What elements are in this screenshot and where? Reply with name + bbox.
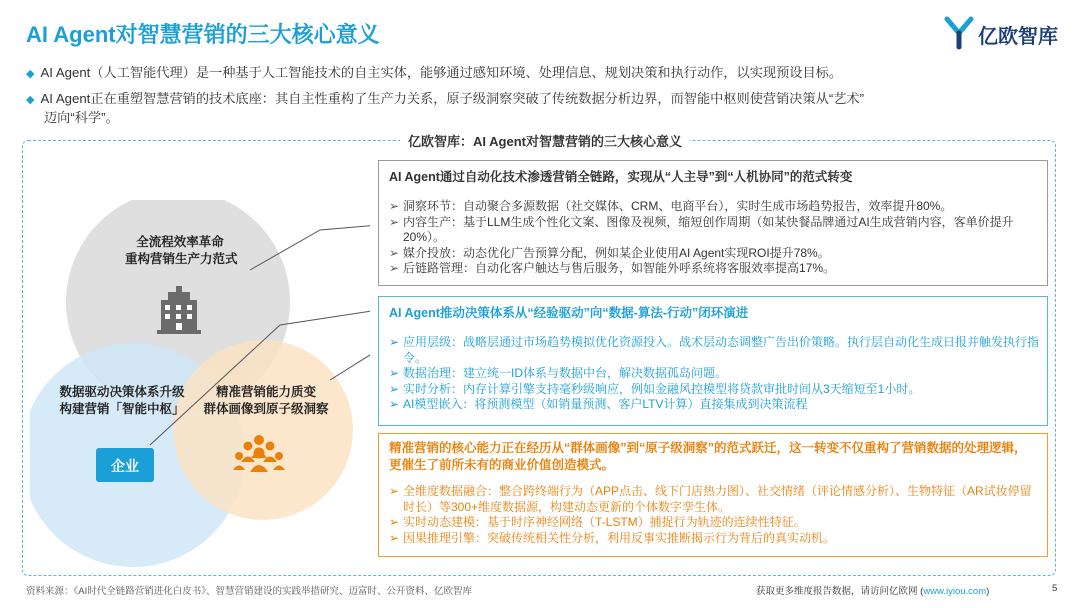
arrow-bullet-icon: ➢ [389,245,400,260]
precision-box-heading: 精准营销的核心能力正在经历从“群体画像”到“原子级洞察”的范式跃迁，这一转变不仅重构了营销数据的处理逻辑，更催生了前所未有的商业价值创造模式。 [389,441,1027,472]
list-item: ➢ AI模型嵌入：将预测模型（如销量预测、客户LTV计算）直接集成到决策流程 [389,397,808,412]
diamond-bullet-icon: ◆ [26,68,35,80]
arrow-bullet-icon: ➢ [389,366,400,381]
list-item: ➢ 应用层级：战略层通过市场趋势模拟优化资源投入。战术层动态调整广告出价策略。执行层自动化生成日报并触发执行指令。 [389,335,1040,365]
venn-label-precision: 精准营销能力质变 群体画像到原子级洞察 [203,385,329,416]
venn-circle-precision [173,340,353,520]
list-item: ➢ 数据治理：建立统一ID体系与数据中台，解决数据孤岛问题。 [389,366,728,381]
list-item: ➢ 洞察环节：自动聚合多源数据（社交媒体、CRM、电商平台），实时生成市场趋势报告，效率提升80%。 [389,199,953,213]
venn-diagram [30,200,370,572]
decision-box [378,296,1048,426]
decision-box-heading: AI Agent推动决策体系从“经验驱动”向“数据-算法-行动”闭环演进 [389,306,749,320]
arrow-bullet-icon: ➢ [389,381,400,396]
logo-text: 亿欧智库 [978,26,1058,48]
arrow-bullet-icon: ➢ [389,515,400,530]
arrow-bullet-icon: ➢ [389,530,400,545]
list-item: ➢ 实时分析：内存计算引擎支持毫秒级响应，例如金融风控模型将贷款审批时间从3天缩短至1小时。 [389,381,921,396]
arrow-bullet-icon: ➢ [389,199,400,213]
diamond-bullet-icon: ◆ [26,94,35,106]
precision-box [378,433,1048,557]
efficiency-box [378,160,1048,286]
intro-bullet-2-continuation: 迈向“科学”。 [44,110,119,125]
list-item: ➢ 因果推理引擎：突破传统相关性分析，利用反事实推断揭示行为背后的真实动机。 [389,530,836,545]
venn-label-decision: 数据驱动决策体系升级 构建营销「智能中枢」 [59,385,185,416]
precision-box-list [389,484,1039,546]
brand-logo [944,16,1062,50]
efficiency-box-heading: AI Agent通过自动化技术渗透营销全链路，实现从“人主导”到“人机协同”的范式转变 [389,170,853,184]
logo-icon [944,16,976,50]
page-number: 5 [1052,583,1058,594]
venn-label-efficiency: 全流程效率革命 重构营销生产力范式 [125,235,238,266]
list-item: ➢ 媒介投放：动态优化广告预算分配，例如某企业使用AI Agent实现ROI提升78%。 [389,245,830,260]
frame-label: 亿欧智库：AI Agent对智慧营销的三大核心意义 [400,131,690,150]
footer-visit-note: 获取更多维度报告数据，请访问亿欧网 (www.iyiou.com) [756,586,990,597]
arrow-bullet-icon: ➢ [389,397,400,412]
intro-bullet-1: ◆ AI Agent（人工智能代理）是一种基于人工智能技术的自主实体，能够通过感知环境、处理信息、规划决策和执行动作，以实现预设目标。 [26,65,843,80]
connector-line-right [330,350,370,380]
arrow-bullet-icon: ➢ [389,484,400,498]
intro-bullet-2: ◆ AI Agent正在重塑智慧营销的技术底座：其自主性重构了生产力关系，原子级洞察突破了传统数据分析边界，而智能中枢则使营销决策从“艺术” 迈向“科学”。 [26,90,1066,127]
decision-box-list [389,335,1039,413]
source-note: 资料来源：《AI时代全链路营销进化白皮书》、智慧营销建设的实践举措研究、迈富时、公开资料、亿欧智库 [26,586,472,597]
enterprise-label: 企业 [111,458,139,474]
arrow-bullet-icon: ➢ [389,214,400,229]
list-item: ➢ 后链路管理：自动化客户触达与售后服务，如智能外呼系统将客服效率提高17%。 [389,261,836,276]
arrow-bullet-icon: ➢ [389,335,400,349]
website-link[interactable]: www.iyiou.com [923,586,987,597]
arrow-bullet-icon: ➢ [389,261,400,276]
list-item: ➢ 内容生产：基于LLM生成个性化文案、图像及视频，缩短创作周期（如某快餐品牌通过AI生成营销内容，客单价提升20%）。 [389,214,1014,245]
list-item: ➢ 全维度数据融合：整合跨终端行为（APP点击、线下门店热力图）、社交情绪（评论情感分析）、生物特征（AR试妆停留时长）等300+维度数据源，构建动态更新的个体数字孪生体。 [389,484,1032,514]
efficiency-box-list [389,199,1039,277]
list-item: ➢ 实时动态建模：基于时序神经网络（T-LSTM）捕捉行为轨迹的连续性特征。 [389,515,806,530]
page-title: AI Agent对智慧营销的三大核心意义 [26,22,380,47]
